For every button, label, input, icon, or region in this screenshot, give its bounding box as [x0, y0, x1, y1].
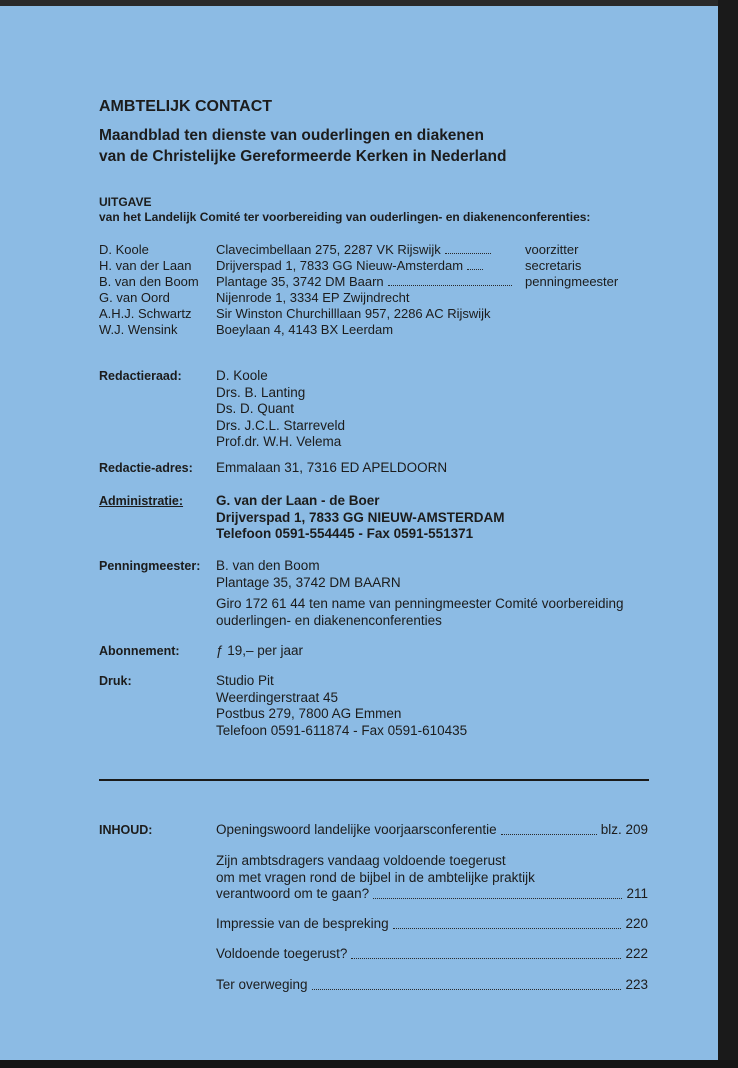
committee-name: D. Koole [99, 242, 149, 257]
administratie-line: Telefoon 0591-554445 - Fax 0591-551371 [216, 526, 474, 541]
committee-name: A.H.J. Schwartz [99, 306, 192, 321]
horizontal-divider [99, 779, 649, 781]
penningmeester-line: B. van den Boom [216, 558, 320, 573]
toc-entry [216, 916, 648, 933]
redactieraad-member: Drs. J.C.L. Starreveld [216, 417, 346, 433]
committee-name: H. van der Laan [99, 258, 192, 273]
toc-entry-page: blz. 209 [600, 822, 648, 837]
toc-entry-page: 211 [626, 886, 648, 901]
toc-entry-title: Ter overweging [216, 977, 308, 992]
committee-address: Drijverspad 1, 7833 GG Nieuw-Amsterdam [216, 258, 487, 273]
committee-role: penningmeester [525, 274, 619, 289]
giro-line: ouderlingen- en diakenenconferenties [216, 612, 442, 628]
redactieraad-members [216, 368, 345, 451]
penningmeester-block [216, 558, 401, 591]
toc-entry-title: Voldoende toegerust? [216, 946, 348, 961]
committee-address: Plantage 35, 3742 DM Baarn [216, 274, 516, 289]
giro-line: Giro 172 61 44 ten name van penningmeester Comité voorbereiding [216, 596, 624, 611]
toc-entry [216, 853, 648, 903]
toc-entry-title: Zijn ambtsdragers vandaag voldoende toegerust [216, 853, 506, 868]
giro-block [216, 596, 624, 629]
committee-address: Boeylaan 4, 4143 BX Leerdam [216, 322, 394, 337]
committee-address: Sir Winston Churchilllaan 957, 2286 AC Rijswijk [216, 306, 491, 321]
scan-edge-right [718, 0, 738, 1068]
redactie-adres-value: Emmalaan 31, 7316 ED APELDOORN [216, 460, 448, 475]
committee-address: Clavecimbellaan 275, 2287 VK Rijswijk [216, 242, 495, 257]
toc-entry [216, 977, 648, 994]
druk-line: Telefoon 0591-611874 - Fax 0591-610435 [216, 722, 468, 738]
druk-line: Postbus 279, 7800 AG Emmen [216, 706, 402, 721]
druk-line: Weerdingerstraat 45 [216, 689, 339, 705]
penningmeester-label: Penningmeester: [99, 559, 201, 573]
subtitle-line-2: van de Christelijke Gereformeerde Kerken in Nederland [99, 148, 507, 165]
toc-entry [216, 822, 648, 839]
toc-entry-title: Impressie van de bespreking [216, 916, 389, 931]
committee-role: voorzitter [525, 242, 579, 257]
toc-entry-title: verantwoord om te gaan? [216, 886, 370, 901]
druk-line: Studio Pit [216, 673, 274, 688]
abonnement-label: Abonnement: [99, 644, 180, 658]
committee-address: Nijenrode 1, 3334 EP Zwijndrecht [216, 290, 410, 305]
penningmeester-line: Plantage 35, 3742 DM BAARN [216, 574, 401, 590]
administratie-block [216, 493, 505, 543]
magazine-title: AMBTELIJK CONTACT [99, 98, 273, 115]
committee-name: B. van den Boom [99, 274, 199, 289]
toc-entry [216, 946, 648, 963]
committee-name: G. van Oord [99, 290, 170, 305]
toc-entry-page: 223 [625, 977, 648, 992]
toc-entry-page: 222 [625, 946, 648, 961]
scan-edge-bottom [0, 1060, 738, 1068]
uitgave-text: van het Landelijk Comité ter voorbereiding van ouderlingen- en diakenenconferenties: [99, 210, 591, 224]
subtitle-line-1: Maandblad ten dienste van ouderlingen en diakenen [99, 127, 484, 144]
abonnement-value: ƒ 19,– per jaar [216, 643, 304, 658]
redactieraad-member: Ds. D. Quant [216, 401, 295, 416]
redactie-adres-label: Redactie-adres: [99, 461, 193, 475]
uitgave-label: UITGAVE [99, 195, 152, 209]
toc-entry-title: Openingswoord landelijke voorjaarsconferentie [216, 822, 497, 837]
administratie-line: Drijverspad 1, 7833 GG NIEUW-AMSTERDAM [216, 509, 505, 525]
redactieraad-label: Redactieraad: [99, 369, 182, 383]
administratie-line: G. van der Laan - de Boer [216, 493, 380, 508]
redactieraad-member: D. Koole [216, 368, 268, 383]
administratie-label: Administratie: [99, 494, 184, 508]
inhoud-label: INHOUD: [99, 823, 153, 837]
toc-entry-title: om met vragen rond de bijbel in de ambtelijke praktijk [216, 869, 535, 885]
committee-role: secretaris [525, 258, 582, 273]
redactieraad-member: Drs. B. Lanting [216, 384, 306, 400]
toc-entry-page: 220 [625, 916, 648, 931]
druk-label: Druk: [99, 674, 132, 688]
druk-block [216, 673, 467, 739]
committee-name: W.J. Wensink [99, 322, 178, 337]
redactieraad-member: Prof.dr. W.H. Velema [216, 434, 342, 449]
